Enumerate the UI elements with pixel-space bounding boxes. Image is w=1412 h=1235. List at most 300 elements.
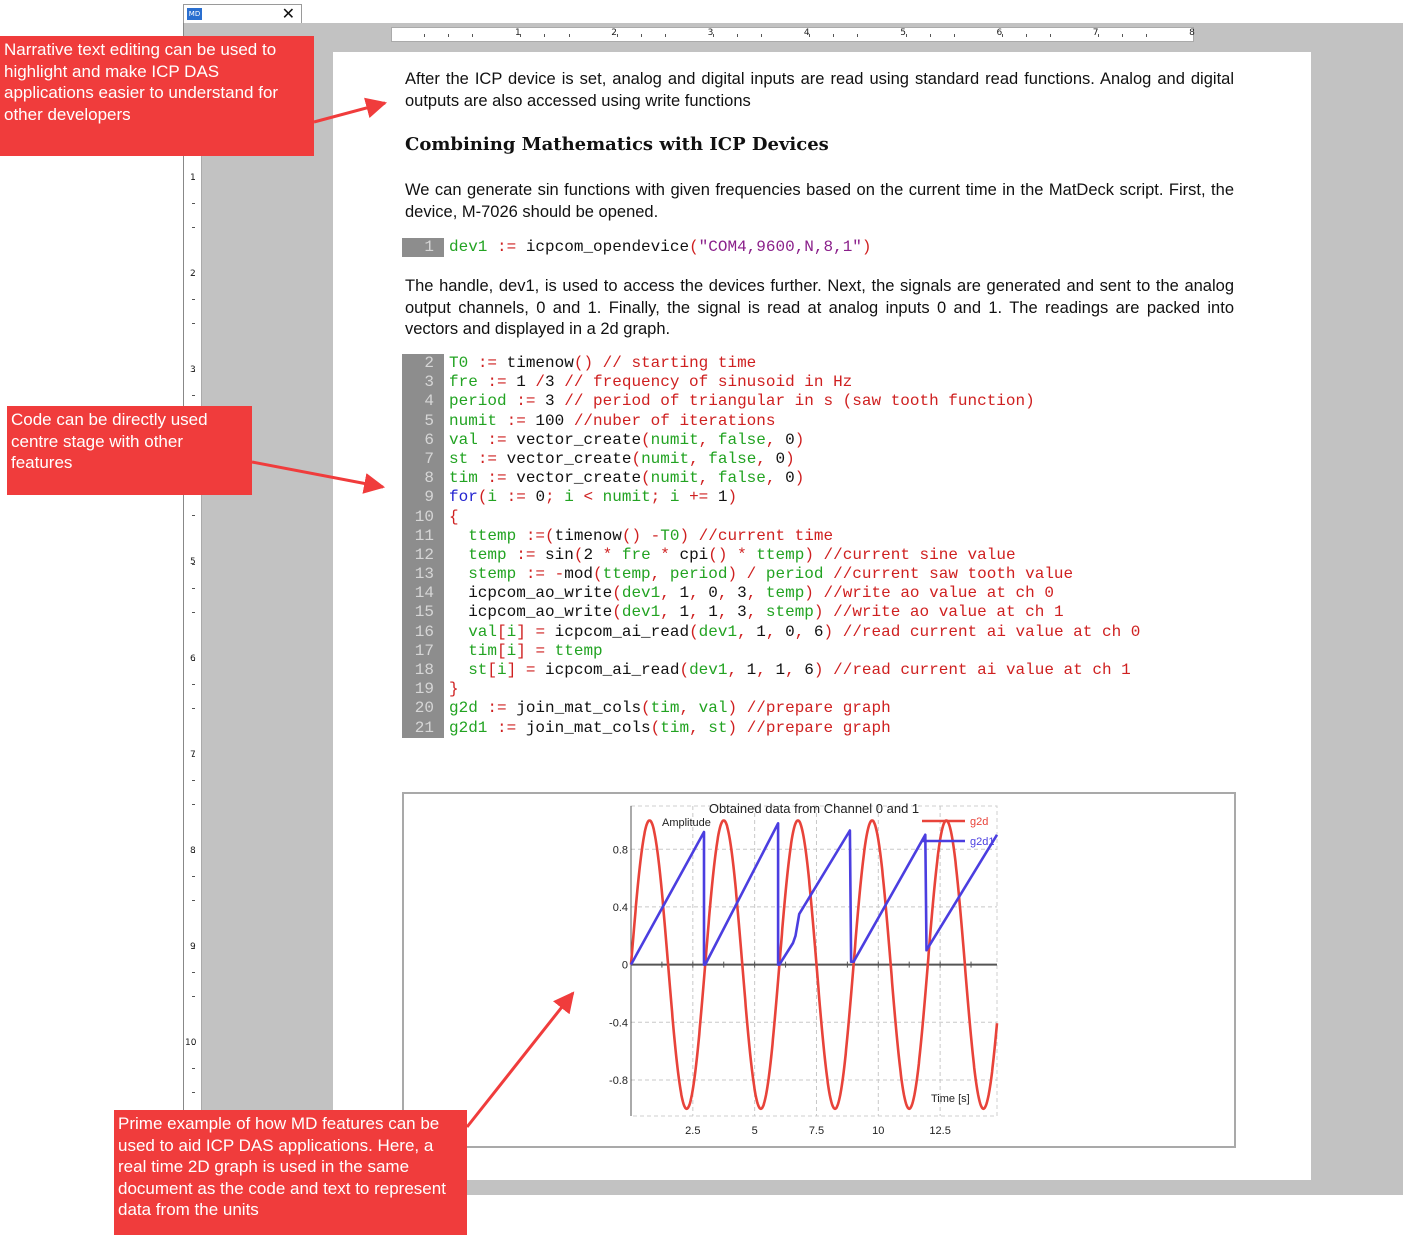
ruler-tick	[192, 203, 195, 204]
x-tick-label: 10	[872, 1125, 885, 1137]
code-token: numit	[602, 488, 651, 507]
code-token: temp	[765, 584, 805, 603]
code-token: dev1	[621, 584, 661, 603]
ruler-label: 6	[996, 28, 1003, 38]
code-token: 1	[708, 603, 718, 622]
code-token: // period of triangular in s (saw tooth function)	[564, 392, 1035, 411]
code-token: //nuber of iterations	[573, 411, 776, 430]
code-token: )	[861, 238, 872, 256]
ruler-tick	[472, 34, 473, 37]
code-token: *	[660, 545, 680, 564]
code-token: :=	[516, 392, 546, 411]
ruler-tick	[192, 612, 195, 613]
code-text[interactable]	[444, 565, 1073, 584]
code-token: :=	[497, 238, 526, 256]
code-token: 1	[775, 661, 786, 679]
code-line[interactable]	[402, 450, 1140, 469]
code-token: ) //write ao value at ch 1	[813, 603, 1064, 622]
code-token: fre	[621, 545, 661, 564]
code-token: ) //read current ai value at ch 0	[823, 622, 1141, 641]
code-token: val	[449, 622, 498, 641]
ruler-tick	[192, 876, 195, 877]
code-token: ,	[746, 584, 766, 603]
code-token: :=	[487, 430, 517, 449]
line-number: 19	[402, 680, 444, 699]
ruler-tick	[192, 395, 195, 396]
code-token: T0	[449, 354, 478, 372]
code-token: vector_create	[516, 430, 642, 449]
code-token: :=	[477, 449, 507, 468]
code-text[interactable]	[444, 584, 1054, 603]
callout-code: Code can be directly used centre stage with other features	[7, 406, 252, 495]
code-token: (	[573, 545, 584, 564]
line-number: 6	[402, 431, 444, 450]
code-text[interactable]	[444, 373, 852, 392]
ruler-tick	[192, 515, 195, 516]
code-token: (	[593, 565, 603, 584]
ruler-label: 6	[190, 653, 196, 664]
section-heading[interactable]: Combining Mathematics with ICP Devices	[405, 134, 829, 155]
line-number: 10	[402, 508, 444, 527]
code-text[interactable]	[444, 603, 1064, 622]
code-token: 1	[679, 603, 690, 622]
code-token: 0	[708, 584, 718, 603]
ruler-label: 5	[190, 557, 196, 568]
code-token: i	[669, 488, 690, 507]
narrative-paragraph-2[interactable]: We can generate sin functions with given frequencies based on the current time in the MatDeck script. First, the device, M-7026 should be opened.	[405, 181, 1234, 221]
code-token: (	[679, 661, 690, 679]
code-token: )	[794, 469, 805, 488]
callout-narrative-text: Narrative text editing can be used to highlight and make ICP DAS applications easier to understand for other developers	[0, 36, 314, 156]
code-token: period	[449, 392, 517, 411]
line-number: 11	[402, 527, 444, 546]
code-token: (	[641, 430, 651, 449]
code-token: {	[449, 507, 459, 526]
code-token: /	[535, 373, 546, 392]
code-token: 3	[737, 584, 747, 603]
line-number: 1	[402, 238, 444, 257]
x-tick-label: 2.5	[685, 1125, 701, 1137]
code-token: ttemp	[756, 545, 805, 564]
code-token: )	[727, 488, 738, 507]
line-number: 13	[402, 565, 444, 584]
code-token: i	[497, 661, 507, 679]
line-number: 8	[402, 469, 444, 488]
code-token: }	[449, 680, 459, 699]
code-token: for	[449, 488, 478, 507]
code-line[interactable]	[402, 527, 1140, 546]
line-number: 21	[402, 719, 444, 738]
code-text[interactable]	[444, 450, 795, 469]
code-token: T0	[660, 526, 680, 545]
code-token: dev1	[698, 622, 738, 641]
y-tick-label: 0	[621, 959, 628, 972]
ruler-tick	[1146, 34, 1147, 37]
code-token: tim	[449, 469, 488, 488]
ruler-tick	[857, 34, 858, 37]
ruler-label: 5	[900, 28, 906, 38]
document-page[interactable]	[333, 52, 1311, 1180]
code-token: ] =	[506, 661, 546, 679]
ruler-tick	[192, 972, 195, 973]
code-token: st	[708, 718, 728, 737]
code-token: ,	[650, 565, 670, 584]
code-token: 0	[785, 430, 795, 449]
code-token: stemp	[765, 603, 814, 622]
ruler-label: 7	[1092, 28, 1099, 38]
code-token: ,	[689, 718, 709, 737]
code-token: i	[564, 488, 584, 507]
code-token: ttemp	[554, 641, 603, 660]
ruler-label: 2	[190, 269, 196, 280]
code-token: :=	[477, 354, 507, 372]
code-token: sin	[545, 545, 574, 564]
code-token: ,	[660, 603, 680, 622]
y-tick-label: 0.8	[612, 844, 628, 857]
code-token: ttemp	[449, 526, 526, 545]
code-token: 100	[535, 411, 574, 430]
code-line[interactable]	[402, 661, 1140, 680]
line-number: 5	[402, 412, 444, 431]
code-line[interactable]	[402, 719, 1140, 738]
code-token: temp	[449, 545, 517, 564]
code-text[interactable]	[444, 238, 872, 257]
code-token: "COM4,9600,N,8,1"	[698, 238, 862, 256]
code-token: icpcom_ao_write	[449, 584, 613, 603]
code-token: period	[669, 565, 728, 584]
ruler-label: 3	[707, 28, 714, 38]
y-tick-label: 0.4	[612, 901, 628, 914]
code-block-signal-loop[interactable]	[402, 354, 1140, 738]
ruler-tick	[192, 804, 195, 805]
code-line[interactable]	[402, 508, 1140, 527]
ruler-tick	[1122, 34, 1123, 37]
ruler-label: 2	[611, 28, 618, 38]
code-token: st	[449, 449, 478, 468]
code-token: ) //current sine value	[804, 545, 1016, 564]
vertical-ruler[interactable]	[184, 52, 202, 1112]
code-token: :=	[487, 373, 517, 392]
code-line[interactable]	[402, 392, 1140, 411]
code-token: ,	[756, 449, 776, 468]
code-text[interactable]	[444, 661, 1131, 680]
x-axis-label: Time [s]	[931, 1093, 970, 1105]
code-token: ,	[679, 699, 699, 718]
code-token: 0	[775, 449, 786, 468]
ruler-label: 10	[185, 1037, 197, 1048]
code-token: (	[477, 488, 488, 507]
code-line[interactable]	[402, 680, 1140, 699]
code-token: tim	[660, 718, 690, 737]
code-token: :=	[497, 718, 526, 737]
code-text[interactable]	[444, 354, 756, 373]
code-text[interactable]	[444, 469, 804, 488]
ruler-label: 9	[190, 941, 196, 952]
code-token: (	[641, 699, 651, 718]
line-number: 18	[402, 661, 444, 680]
code-token: (	[612, 584, 622, 603]
code-token: ,	[785, 661, 805, 679]
code-token: ) //write ao value at ch 0	[804, 584, 1054, 603]
code-token: :=(	[525, 526, 555, 545]
code-token: 1	[756, 622, 766, 641]
code-token: (	[641, 469, 651, 488]
code-token: ) //read current ai value at ch 1	[813, 661, 1131, 679]
code-text[interactable]	[444, 412, 775, 431]
code-token: join_mat_cols	[516, 699, 642, 718]
code-token: false	[708, 449, 757, 468]
document-tab[interactable]	[183, 4, 302, 23]
ruler-tick	[192, 227, 195, 228]
code-token: (	[650, 718, 661, 737]
chart-title: Obtained data from Channel 0 and 1	[708, 801, 920, 816]
ruler-label: 7	[190, 749, 196, 760]
y-axis-label: Amplitude	[662, 817, 711, 829]
ruler-tick	[1026, 34, 1027, 37]
ruler-tick	[737, 34, 738, 37]
code-text[interactable]	[444, 527, 833, 546]
code-token: ,	[765, 622, 786, 641]
code-token: ,	[689, 584, 709, 603]
code-token: timenow	[506, 354, 574, 372]
line-number: 17	[402, 642, 444, 661]
line-number: 3	[402, 373, 444, 392]
code-token: ) //prepare graph	[727, 699, 891, 718]
code-token: )	[785, 449, 795, 468]
code-line[interactable]	[402, 565, 1140, 584]
code-token: ,	[756, 661, 776, 679]
code-token: 1	[717, 488, 728, 507]
code-token: val	[449, 430, 488, 449]
x-tick-label: 5	[751, 1125, 758, 1137]
code-token: numit	[449, 411, 507, 430]
code-token: g2d1	[449, 718, 498, 737]
code-token: ,	[765, 430, 786, 449]
narrative-paragraph-1[interactable]: After the ICP device is set, analog and digital inputs are read using standard read functions. Analog and digital outputs are also accessed using write functions	[405, 70, 1234, 110]
code-line[interactable]	[402, 642, 1140, 661]
code-token: icpcom_ai_read	[545, 661, 680, 679]
ruler-label: 3	[190, 365, 196, 376]
code-line[interactable]	[402, 584, 1140, 603]
code-token: ,	[689, 603, 709, 622]
code-token: ;	[545, 488, 565, 507]
code-token: ,	[765, 469, 786, 488]
close-tab-icon[interactable]: ✕	[281, 4, 295, 23]
code-token: icpcom_ai_read	[554, 622, 690, 641]
ruler-tick	[192, 299, 195, 300]
code-line[interactable]	[402, 699, 1140, 718]
code-token: dev1	[689, 661, 728, 679]
x-tick-label: 7.5	[808, 1125, 825, 1137]
code-text[interactable]	[444, 488, 737, 507]
code-token: tim	[449, 641, 498, 660]
ruler-tick	[192, 684, 195, 685]
code-token: (	[689, 622, 699, 641]
code-token: ,	[717, 603, 738, 622]
code-token: val	[698, 699, 728, 718]
code-token: icpcom_opendevice	[525, 238, 690, 256]
code-token: ,	[660, 584, 680, 603]
code-text[interactable]	[444, 431, 804, 450]
code-line[interactable]	[402, 431, 1140, 450]
code-token: (	[612, 603, 622, 622]
code-token: ttemp	[602, 565, 651, 584]
code-token: vector_create	[506, 449, 632, 468]
code-text[interactable]	[444, 699, 891, 718]
ruler-tick	[833, 34, 834, 37]
code-token: icpcom_ao_write	[449, 603, 613, 622]
code-token: 1	[746, 661, 757, 679]
code-token: i	[487, 488, 507, 507]
code-line[interactable]	[402, 623, 1140, 642]
code-token: 0	[785, 622, 795, 641]
horizontal-ruler[interactable]	[391, 27, 1194, 42]
code-token: join_mat_cols	[525, 718, 651, 737]
code-token: mod	[564, 565, 594, 584]
code-token: ;	[650, 488, 670, 507]
code-token: ,	[717, 584, 738, 603]
code-token: cpi	[679, 545, 709, 564]
code-line[interactable]	[402, 546, 1140, 565]
code-token: timenow	[554, 526, 622, 545]
code-line[interactable]	[402, 238, 872, 257]
code-token: 6	[804, 661, 814, 679]
ruler-tick	[641, 34, 642, 37]
code-text[interactable]	[444, 642, 603, 661]
ruler-tick	[930, 34, 931, 37]
code-token: 0	[785, 469, 795, 488]
code-line[interactable]	[402, 603, 1140, 622]
ruler-tick	[954, 34, 955, 37]
code-token: ) //prepare graph	[727, 718, 891, 737]
code-text[interactable]	[444, 680, 459, 699]
code-line[interactable]	[402, 373, 1140, 392]
code-token: 1	[516, 373, 536, 392]
code-token: <	[583, 488, 603, 507]
code-token: i	[506, 641, 517, 660]
ruler-tick	[569, 34, 570, 37]
code-token: 3	[545, 373, 565, 392]
code-token: 3	[737, 603, 747, 622]
ruler-label: 4	[803, 28, 810, 38]
graph-2d[interactable]	[402, 792, 1236, 1148]
code-line[interactable]	[402, 354, 1140, 373]
code-token: ) //current time	[679, 526, 834, 545]
code-token: ,	[794, 622, 814, 641]
code-token: :=	[506, 488, 536, 507]
line-number: 12	[402, 546, 444, 565]
code-token: ] =	[516, 641, 555, 660]
line-number: 7	[402, 450, 444, 469]
ruler-tick	[192, 996, 195, 997]
ruler-tick	[192, 323, 195, 324]
code-line[interactable]	[402, 412, 1140, 431]
code-token: +=	[689, 488, 718, 507]
line-number: 15	[402, 603, 444, 622]
line-number: 2	[402, 354, 444, 373]
code-text[interactable]	[444, 546, 1016, 565]
code-token: :=	[487, 469, 517, 488]
ruler-label: 8	[190, 845, 196, 856]
code-token: ,	[689, 449, 709, 468]
code-line[interactable]	[402, 469, 1140, 488]
code-token: dev1	[621, 603, 661, 622]
callout-graph: Prime example of how MD features can be used to aid ICP DAS applications. Here, a real time 2D graph is used in the same document as the code and text to represent data from the units	[114, 1110, 467, 1235]
code-text[interactable]	[444, 623, 1140, 642]
code-token: :=	[516, 545, 546, 564]
code-token: (	[689, 238, 699, 256]
code-token: () -	[621, 526, 661, 545]
code-block-open-device[interactable]	[402, 238, 872, 257]
code-token: 2	[583, 545, 603, 564]
code-text[interactable]	[444, 508, 459, 527]
code-line[interactable]	[402, 488, 1140, 507]
code-token: ) /	[727, 565, 766, 584]
y-tick-label: -0.8	[609, 1074, 628, 1087]
ruler-tick	[448, 34, 449, 37]
code-token: 3	[545, 392, 565, 411]
code-token: := -	[525, 565, 565, 584]
chart-canvas	[404, 794, 1234, 1146]
code-token: stemp	[449, 565, 526, 584]
code-token: tim	[650, 699, 680, 718]
narrative-paragraph-3[interactable]: The handle, dev1, is used to access the devices further. Next, the signals are generated and sent to the analog output channels, 0 and 1. Finally, the signal is read at analog inputs 0 and 1. The readings are packed into vectors and displayed in a 2d graph.	[405, 277, 1234, 338]
ruler-tick	[761, 34, 762, 37]
line-number: 14	[402, 584, 444, 603]
ruler-tick	[192, 588, 195, 589]
code-token: ,	[698, 469, 718, 488]
code-token: ] =	[516, 622, 555, 641]
ruler-tick	[1050, 34, 1051, 37]
code-token: false	[717, 430, 766, 449]
code-token: (	[631, 449, 642, 468]
code-token: st	[449, 661, 488, 679]
ruler-label: 1	[515, 28, 521, 38]
legend-label-g2d1: g2d1	[970, 836, 995, 848]
code-token: fre	[449, 373, 488, 392]
code-token: false	[717, 469, 766, 488]
code-token: ,	[746, 603, 766, 622]
code-text[interactable]	[444, 392, 1035, 411]
matdeck-document-icon: MD	[188, 10, 201, 18]
code-token: numit	[650, 469, 699, 488]
line-number: 16	[402, 623, 444, 642]
code-token: () *	[708, 545, 757, 564]
x-tick-label: 12.5	[929, 1125, 951, 1137]
code-token: ,	[727, 661, 747, 679]
code-token: vector_create	[516, 469, 642, 488]
ruler-tick	[192, 900, 195, 901]
ruler-tick	[665, 34, 666, 37]
ruler-label: 1	[190, 173, 196, 183]
code-text[interactable]	[444, 719, 891, 738]
code-token: //current saw tooth value	[833, 565, 1074, 584]
line-number: 4	[402, 392, 444, 411]
code-token: :=	[506, 411, 536, 430]
code-token: [	[497, 622, 507, 641]
ruler-tick	[544, 34, 545, 37]
code-token: ,	[698, 430, 718, 449]
legend-label-g2d: g2d	[970, 816, 989, 828]
code-token: [	[497, 641, 507, 660]
code-token: 0	[535, 488, 546, 507]
ruler-tick	[424, 34, 425, 37]
code-token: period	[765, 565, 834, 584]
line-number: 9	[402, 488, 444, 507]
code-token: numit	[641, 449, 690, 468]
code-token: g2d	[449, 699, 488, 718]
code-token: ,	[737, 622, 757, 641]
